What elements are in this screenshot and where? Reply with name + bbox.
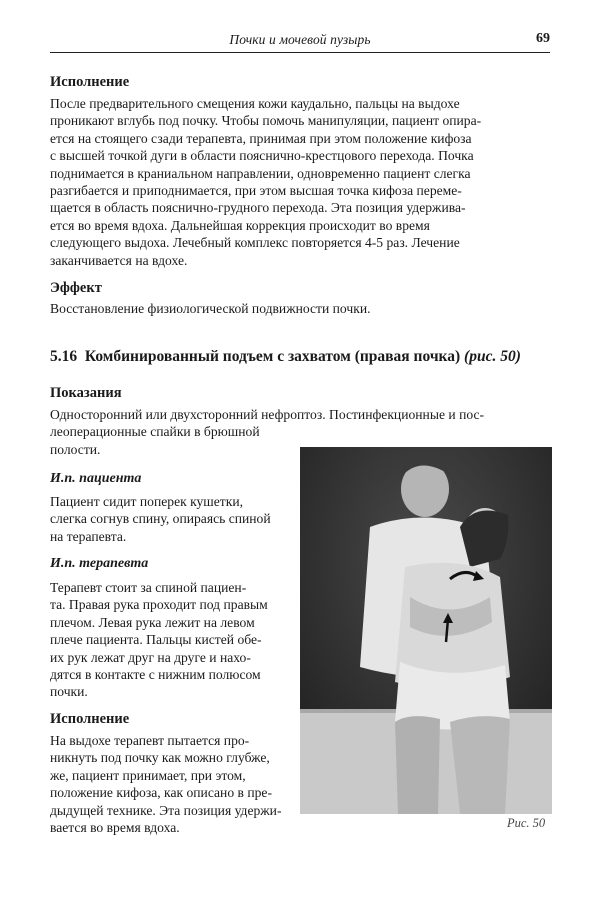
figure-reference: (рис. 50) (464, 348, 521, 365)
text-line: же, пациент принимает, при этом, (50, 767, 246, 783)
text-line: ется во время вдоха. Дальнейшая коррекция происходит во время (50, 217, 430, 233)
text-line: дятся в контакте с нижним полюсом (50, 667, 261, 683)
execution-heading: Исполнение (50, 74, 130, 90)
execution-paragraph (50, 95, 550, 269)
text-line: Пациент сидит поперек кушетки, (50, 494, 244, 509)
text-line: проникают вглубь под почку. Чтобы помочь манипуляции, пациент опира- (50, 113, 482, 129)
text-line: полости. (50, 441, 101, 457)
execution-heading-2: Исполнение (50, 711, 130, 727)
text-line: заканчивается на вдохе. (50, 252, 188, 268)
text-line: ется на стоящего сзади терапевта, принимая при этом положение кифоза (50, 130, 472, 146)
text-line: почки. (50, 684, 88, 700)
text-line: на терапевта. (50, 528, 127, 544)
text-line: с высшей точкой дуги в области пояснично-крестцового перехода. Почка (50, 148, 474, 164)
text-line: поднимается в краниальном направлении, одновременно пациент слегка (50, 165, 471, 181)
effect-paragraph (50, 300, 550, 317)
running-title: Почки и мочевой пузырь (229, 32, 371, 47)
section-title (50, 348, 560, 366)
text-line: На выдохе терапевт пытается про- (50, 733, 250, 748)
text-line: леоперационные спайки в брюшной (50, 424, 260, 440)
text-line: Восстановление физиологической подвижности почки. (50, 301, 371, 316)
therapist-position-heading: И.п. терапевта (50, 556, 149, 571)
effect-heading: Эффект (50, 280, 102, 296)
photo-illustration (300, 447, 552, 814)
text-line: вается во время вдоха. (50, 820, 180, 836)
text-line: их рук лежат друг на друге и нахо- (50, 649, 251, 665)
text-line: Терапевт стоит за спиной пациен- (50, 580, 247, 595)
patient-position-paragraph (50, 493, 282, 545)
text-line: положение кифоза, как описано в пре- (50, 785, 272, 801)
section-title-text: Комбинированный подъем с захватом (правая почка) (84, 348, 461, 365)
text-line: следующего выдоха. Лечебный комплекс повторяется 4-5 раз. Лечение (50, 235, 460, 251)
figure-caption: Рис. 50 (507, 816, 546, 830)
patient-position-heading: И.п. пациента (50, 471, 142, 486)
text-line: разгибается и приподнимается, при этом высшая точка кифоза переме- (50, 183, 462, 199)
therapist-position-paragraph (50, 579, 282, 701)
text-line: плече пациента. Пальцы кистей обе- (50, 632, 262, 648)
execution-paragraph-2 (50, 732, 282, 836)
text-line: щается в область пояснично-грудного перехода. Эта позиция удержива- (50, 200, 466, 216)
page-number: 69 (536, 31, 550, 46)
indications-heading: Показания (50, 385, 122, 401)
patient-left-leg (395, 716, 440, 814)
text-line: слегка согнув спину, опираясь спиной (50, 511, 271, 527)
text-line: никнуть под почку как можно глубже, (50, 750, 270, 766)
text-line: Односторонний или двухсторонний нефроптоз. Постинфекционные и пос- (50, 407, 485, 422)
section-number: 5.16 (50, 348, 78, 365)
text-line: дыдущей технике. Эта позиция удержи- (50, 802, 282, 818)
text-line: та. Правая рука проходит под правым (50, 597, 268, 613)
patient-right-leg (450, 716, 510, 814)
figure-50-photo (300, 447, 552, 814)
text-line: После предварительного смещения кожи каудально, пальцы на выдохе (50, 96, 460, 111)
running-header (50, 30, 550, 53)
text-line: плечом. Левая рука лежит на левом (50, 614, 255, 630)
